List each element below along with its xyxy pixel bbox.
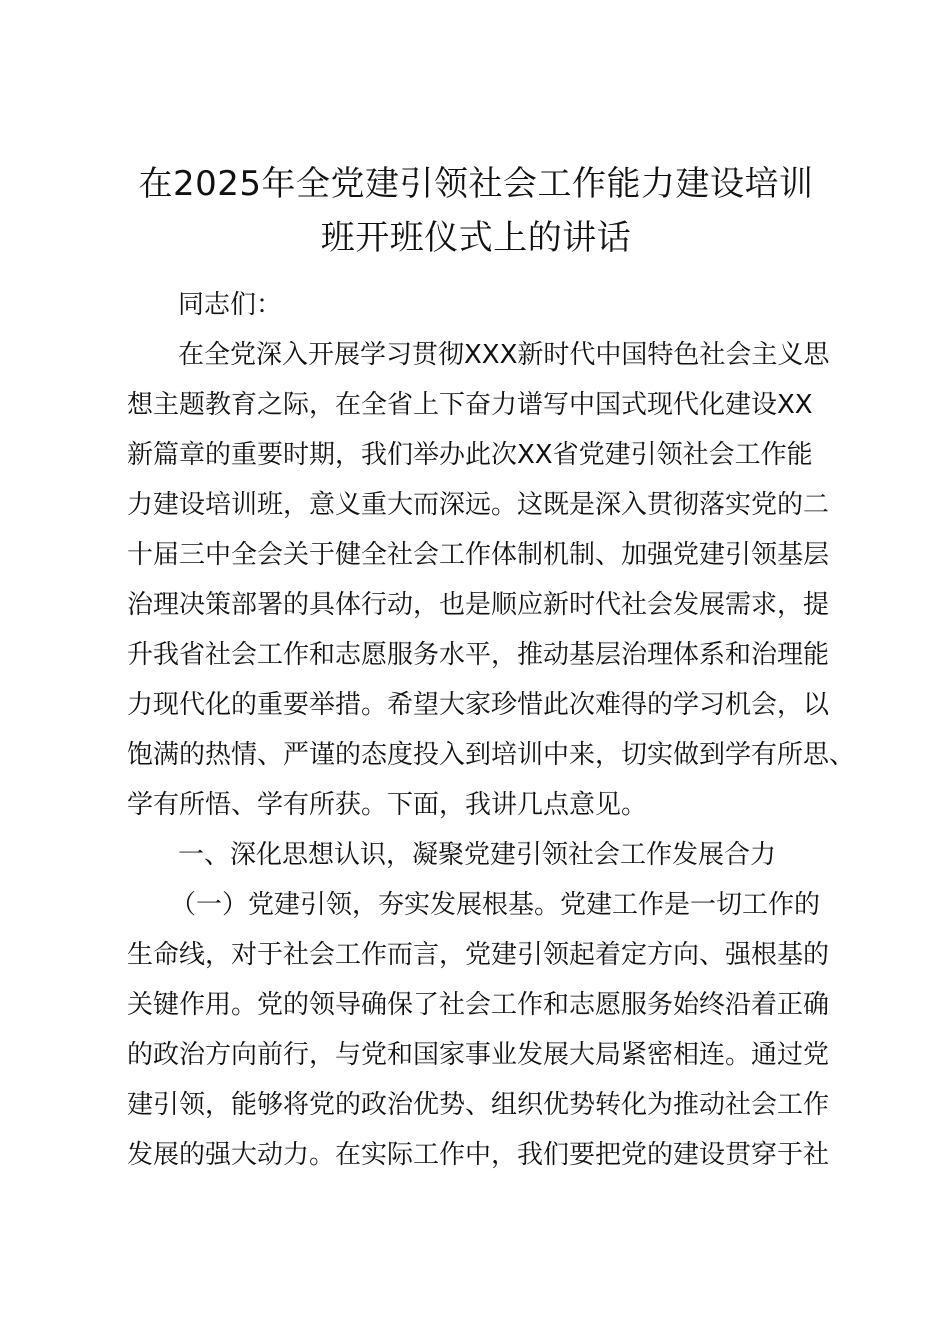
- body-line: 的政治方向前行，与党和国家事业发展大局紧密相连。通过党: [127, 1040, 830, 1070]
- subsection-line: （一）党建引领，夯实发展根基。党建工作是一切工作的: [170, 890, 821, 920]
- body-line: 十届三中全会关于健全社会工作体制机制、加强党建引领基层: [127, 540, 830, 570]
- salutation: 同志们：: [178, 290, 283, 320]
- body-line: 关键作用。党的领导确保了社会工作和志愿服务始终沿着正确: [127, 990, 830, 1020]
- section-heading: 一、深化思想认识，凝聚党建引领社会工作发展合力: [178, 840, 777, 870]
- body-line: 力现代化的重要举措。希望大家珍惜此次难得的学习机会，以: [127, 690, 830, 720]
- body-line: 新篇章的重要时期，我们举办此次XX省党建引领社会工作能: [127, 440, 813, 470]
- body-line: 在全党深入开展学习贯彻XXX新时代中国特色社会主义思: [178, 340, 830, 370]
- body-line: 建引领，能够将党的政治优势、组织优势转化为推动社会工作: [127, 1090, 830, 1120]
- body-line: 力建设培训班，意义重大而深远。这既是深入贯彻落实党的二: [127, 490, 830, 520]
- document-title-line-2: 班开班仪式上的讲话: [320, 218, 632, 258]
- body-line: 想主题教育之际，在全省上下奋力谱写中国式现代化建设XX: [127, 390, 813, 420]
- body-line: 饱满的热情、严谨的态度投入到培训中来，切实做到学有所思、: [127, 740, 856, 770]
- body-line: 升我省社会工作和志愿服务水平，推动基层治理体系和治理能: [127, 640, 830, 670]
- body-line: 治理决策部署的具体行动，也是顺应新时代社会发展需求，提: [127, 590, 830, 620]
- body-line: 发展的强大动力。在实际工作中，我们要把党的建设贯穿于社: [127, 1140, 830, 1170]
- document-title-line-1: 在2025年全党建引领社会工作能力建设培训: [138, 164, 814, 204]
- body-line: 生命线，对于社会工作而言，党建引领起着定方向、强根基的: [127, 940, 830, 970]
- body-line: 学有所悟、学有所获。下面，我讲几点意见。: [127, 790, 648, 820]
